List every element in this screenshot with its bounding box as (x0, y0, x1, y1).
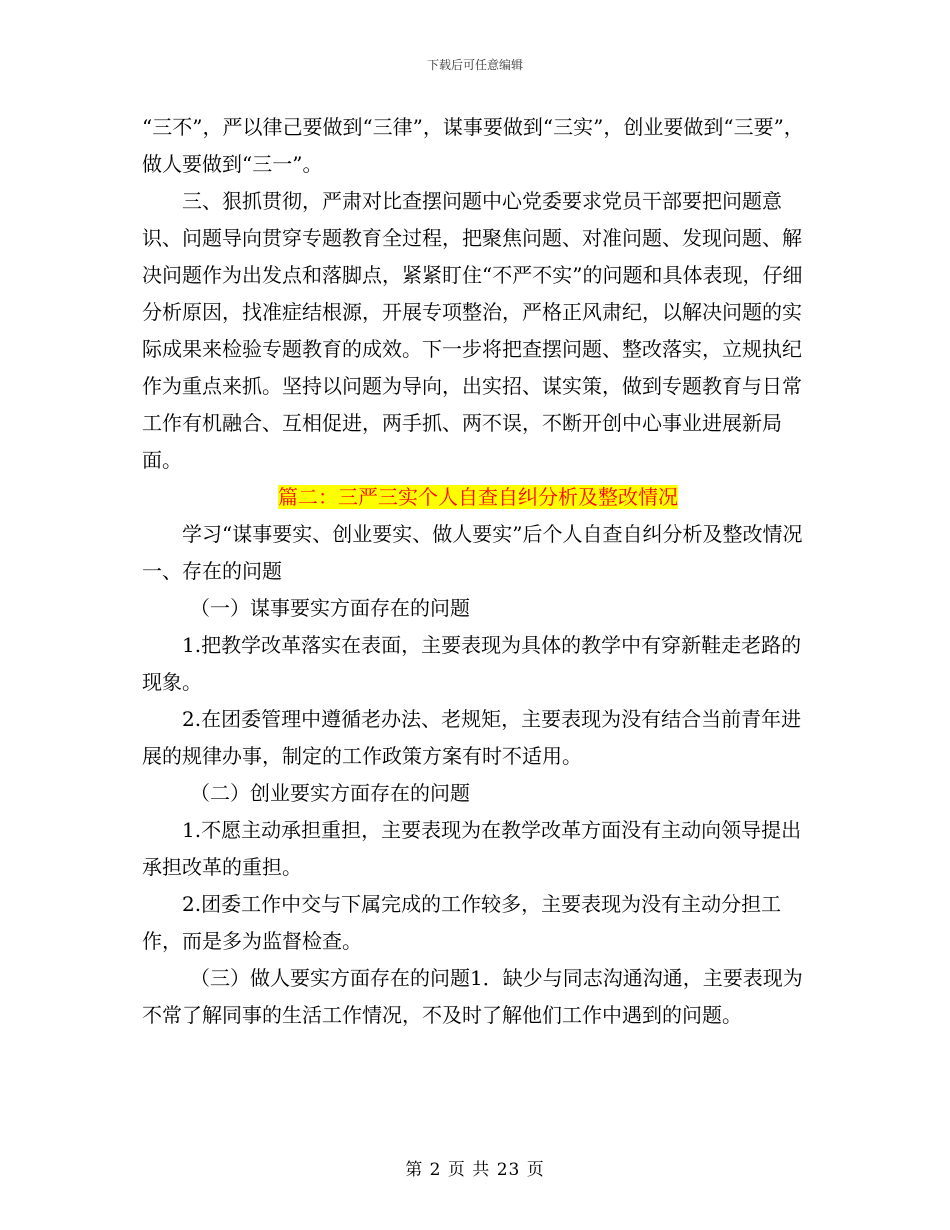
list-item-2-2: 2.团委工作中交与下属完成的工作较多，主要表现为没有主动分担工作，而是多为监督检查。 (142, 892, 782, 953)
paragraph-intro: 学习“谋事要实、创业要实、做人要实”后个人自查自纠分析及整改情况一、存在的问题 (142, 522, 803, 583)
list-item-1-1: 1.把教学改革落实在表面，主要表现为具体的教学中有穿新鞋走老路的现象。 (142, 633, 802, 694)
paragraph-continuation: “三不”，严以律己要做到“三律”，谋事要做到“三实”，创业要做到“三要”，做人要做到“三一”。 (142, 115, 804, 176)
document-body (142, 109, 814, 1034)
subheading-two: （二）创业要实方面存在的问题 (190, 781, 470, 805)
list-item-2-1: 1.不愿主动承担重担，主要表现为在教学改革方面没有主动向领导提出承担改革的重担。 (142, 818, 802, 879)
subheading-one: （一）谋事要实方面存在的问题 (190, 596, 470, 620)
subheading-three: （三）做人要实方面存在的问题1．缺少与同志沟通沟通，主要表现为不常了解同事的生活工作情况，不及时了解他们工作中遇到的问题。 (142, 966, 803, 1027)
article-title (142, 479, 814, 516)
page-header: 下载后可任意编辑 (426, 58, 523, 72)
article-title-text: 篇二：三严三实个人自查自纠分析及整改情况 (278, 485, 678, 509)
list-item-1-2: 2.在团委管理中遵循老办法、老规矩，主要表现为没有结合当前青年进展的规律办事，制定的工作政策方案有时不适用。 (142, 707, 802, 768)
paragraph-section-three: 三、狠抓贯彻，严肃对比查摆问题中心党委要求党员干部要把问题意识、问题导向贯穿专题教育全过程，把聚焦问题、对准问题、发现问题、解决问题作为出发点和落脚点，紧紧盯住“不严不实”的问题和具体表现，仔细分析原因，找准症结根源，开展专项整治，严格正风肃纪，以解决问题的实际成果来检验专题教育的成效。下一步将把查摆问题、整改落实，立规执纪作为重点来抓。坚持以问题为导向，出实招、谋实策，做到专题教育与日常工作有机融合、互相促进，两手抓、两不误，不断开创中心事业进展新局面。 (142, 189, 803, 472)
page-number: 第 2 页 共 23 页 (405, 1160, 545, 1180)
